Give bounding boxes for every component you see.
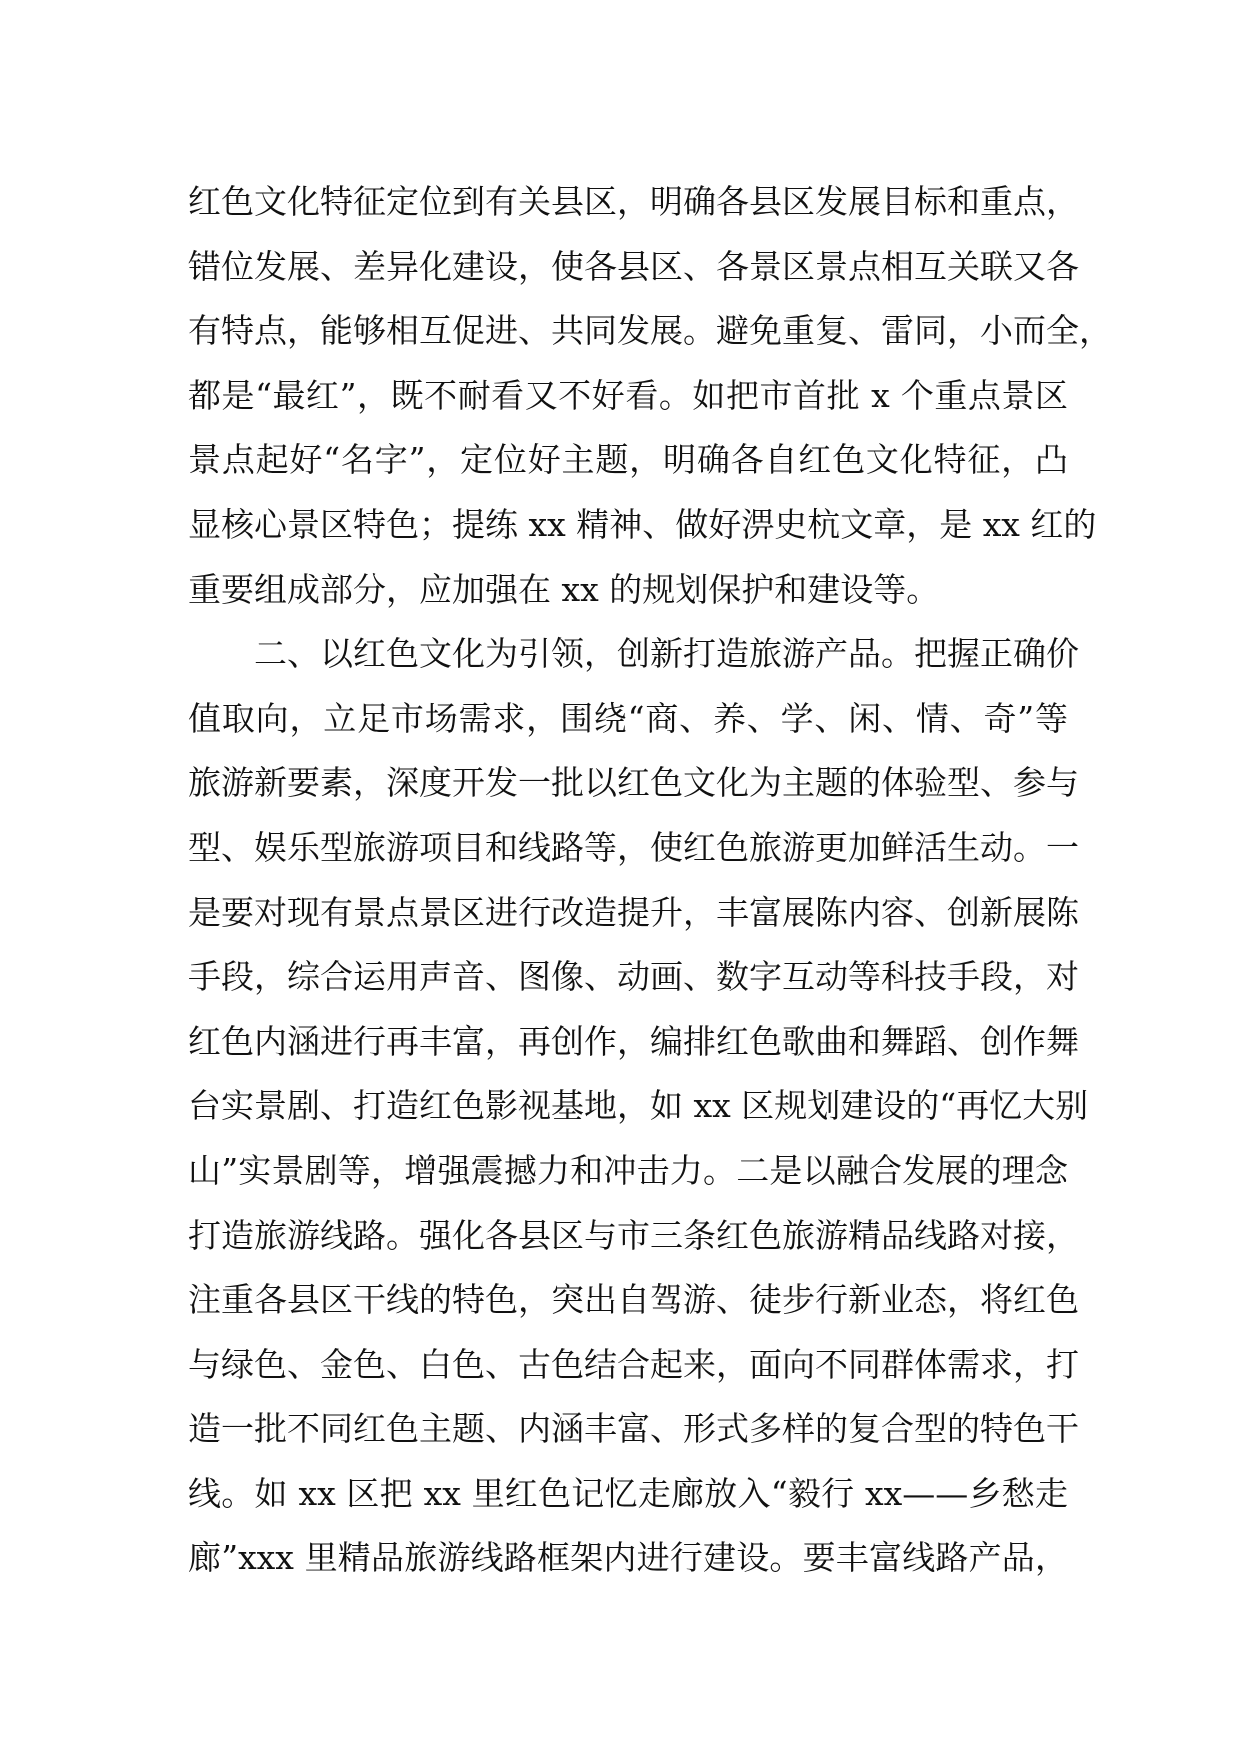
paragraph-heading-line: 二、以红色文化为引领，创新打造旅游产品。把握正确价 (254, 634, 1079, 674)
text-line: 注重各县区干线的特色，突出自驾游、徒步行新业态，将红色 (188, 1280, 1079, 1320)
text-line: 有特点，能够相互促进、共同发展。避免重复、雷同，小而全， (188, 311, 1112, 351)
text-line: 打造旅游线路。强化各县区与市三条红色旅游精品线路对接， (188, 1215, 1079, 1255)
text-line: 显核心景区特色；提练 xx 精神、做好淠史杭文章，是 xx 红的 (188, 504, 1097, 544)
text-line: 红色文化特征定位到有关县区，明确各县区发展目标和重点， (188, 182, 1079, 221)
text-line: 手段，综合运用声音、图像、动画、数字互动等科技手段，对 (188, 957, 1079, 997)
text-line: 重要组成部分，应加强在 xx 的规划保护和建设等。 (188, 569, 940, 609)
text-line: 景点起好“名字”，定位好主题，明确各自红色文化特征，凸 (188, 440, 1068, 480)
text-line: 廊”xxx 里精品旅游线路框架内进行建设。要丰富线路产品， (188, 1538, 1068, 1578)
text-line: 型、娱乐型旅游项目和线路等，使红色旅游更加鲜活生动。一 (188, 827, 1079, 867)
text-line: 造一批不同红色主题、内涵丰富、形式多样的复合型的特色干 (188, 1409, 1079, 1449)
text-line: 与绿色、金色、白色、古色结合起来，面向不同群体需求，打 (188, 1344, 1079, 1384)
text-line: 线。如 xx 区把 xx 里红色记忆走廊放入“毅行 xx——乡愁走 (188, 1473, 1068, 1513)
body-text (188, 170, 1112, 1591)
text-line: 旅游新要素，深度开发一批以红色文化为主题的体验型、参与 (188, 763, 1079, 803)
text-line: 山”实景剧等，增强震撼力和冲击力。二是以融合发展的理念 (188, 1150, 1068, 1190)
text-line: 值取向，立足市场需求，围绕“商、养、学、闲、情、奇”等 (188, 698, 1068, 738)
text-line: 红色内涵进行再丰富，再创作，编排红色歌曲和舞蹈、创作舞 (188, 1021, 1079, 1061)
text-line: 错位发展、差异化建设，使各县区、各景区景点相互关联又各 (188, 246, 1079, 286)
text-line: 是要对现有景点景区进行改造提升，丰富展陈内容、创新展陈 (188, 892, 1079, 932)
text-line: 都是“最红”，既不耐看又不好看。如把市首批 x 个重点景区 (188, 375, 1068, 415)
text-line: 台实景剧、打造红色影视基地，如 xx 区规划建设的“再忆大别 (188, 1086, 1089, 1126)
